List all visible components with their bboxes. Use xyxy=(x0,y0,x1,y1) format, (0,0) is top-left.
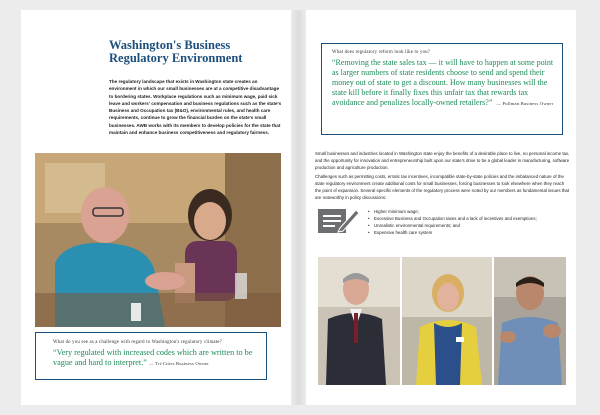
page-gutter xyxy=(291,10,306,405)
quote-body: “Removing the state sales tax — it will have to happen at some point as larger numbers of state residents choose to send and spend their money out of state to get a discount. How many businesses will the state kill before it finally fixes this unfair tax that rewards tax avoidance and penalizes locally-owned retailers?” xyxy=(332,58,554,107)
quote-question: What do you see as a challenge with regard to Washington's regulatory climate? xyxy=(53,340,222,345)
left-page xyxy=(21,10,291,405)
photo-woman-blonde xyxy=(402,257,492,385)
quote-body: “Very regulated with increased codes which are written to be vague and hard to interpret.” xyxy=(53,348,253,367)
photo-man-in-suit xyxy=(318,257,400,385)
pen-and-paper-icon xyxy=(316,206,362,236)
quote-question: What does regulatory reform look like to you? xyxy=(332,50,431,55)
quote-text xyxy=(332,58,558,109)
challenge-quote-box xyxy=(35,332,267,380)
quote-text xyxy=(53,348,268,369)
issues-list xyxy=(368,208,568,236)
list-item: • Excessive Business and Occupation taxes and a lack of incentives and exemptions; xyxy=(368,215,568,222)
right-page xyxy=(306,10,576,405)
title-line-2: Regulatory Environment xyxy=(109,51,243,65)
reform-quote-box xyxy=(321,43,563,135)
quote-attribution: — Pullman Business Owner xyxy=(496,101,554,106)
page-title xyxy=(109,39,284,65)
body-paragraph-1: Small businesses and industries located in Washington state enjoy the benefits of a desirable place to live, no personal income tax, and the opportunity for innovation and entrepreneurship built upon our state's drive to be a global leader in manufacturing, software production and agriculture production. xyxy=(315,151,570,170)
meeting-photo-left xyxy=(35,153,281,327)
list-item: • Expensive health care system xyxy=(368,229,568,236)
list-item: • Unrealistic environmental requirements; and xyxy=(368,222,568,229)
photo-man-gesturing xyxy=(494,257,566,385)
intro-paragraph: The regulatory landscape that exists in Washington state creates an environment in which our small businesses are at a competitive disadvantage to bordering states. Workplace regulations such as minimum wage, paid sick leave and workers' compensation and business regulations such as the state's Business and Occupation tax (B&O), environmental rules, and health care requirements, continue to grow the financial burden on the state's small businesses. AWB works with its members to develop policies for the state that maintain and enhance business competitiveness and regulatory fairness. xyxy=(109,79,282,136)
title-line-1: Washington's Business xyxy=(109,38,231,52)
list-item: • Higher minimum wage; xyxy=(368,208,568,215)
quote-attribution: — Tri-Cities Business Owner xyxy=(148,361,209,366)
body-paragraph-2: Challenges such as permitting costs, erratic tax incentives, incompatible state-by-state policies and the imbalanced nature of the state regulatory environment create additional costs for small businesses, forcing businesses to look elsewhere when they reach the point of expansion. Several specific elements of the regulatory process were noted by our members as fundamental issues that are noteworthy in policy discussions: xyxy=(315,174,570,200)
